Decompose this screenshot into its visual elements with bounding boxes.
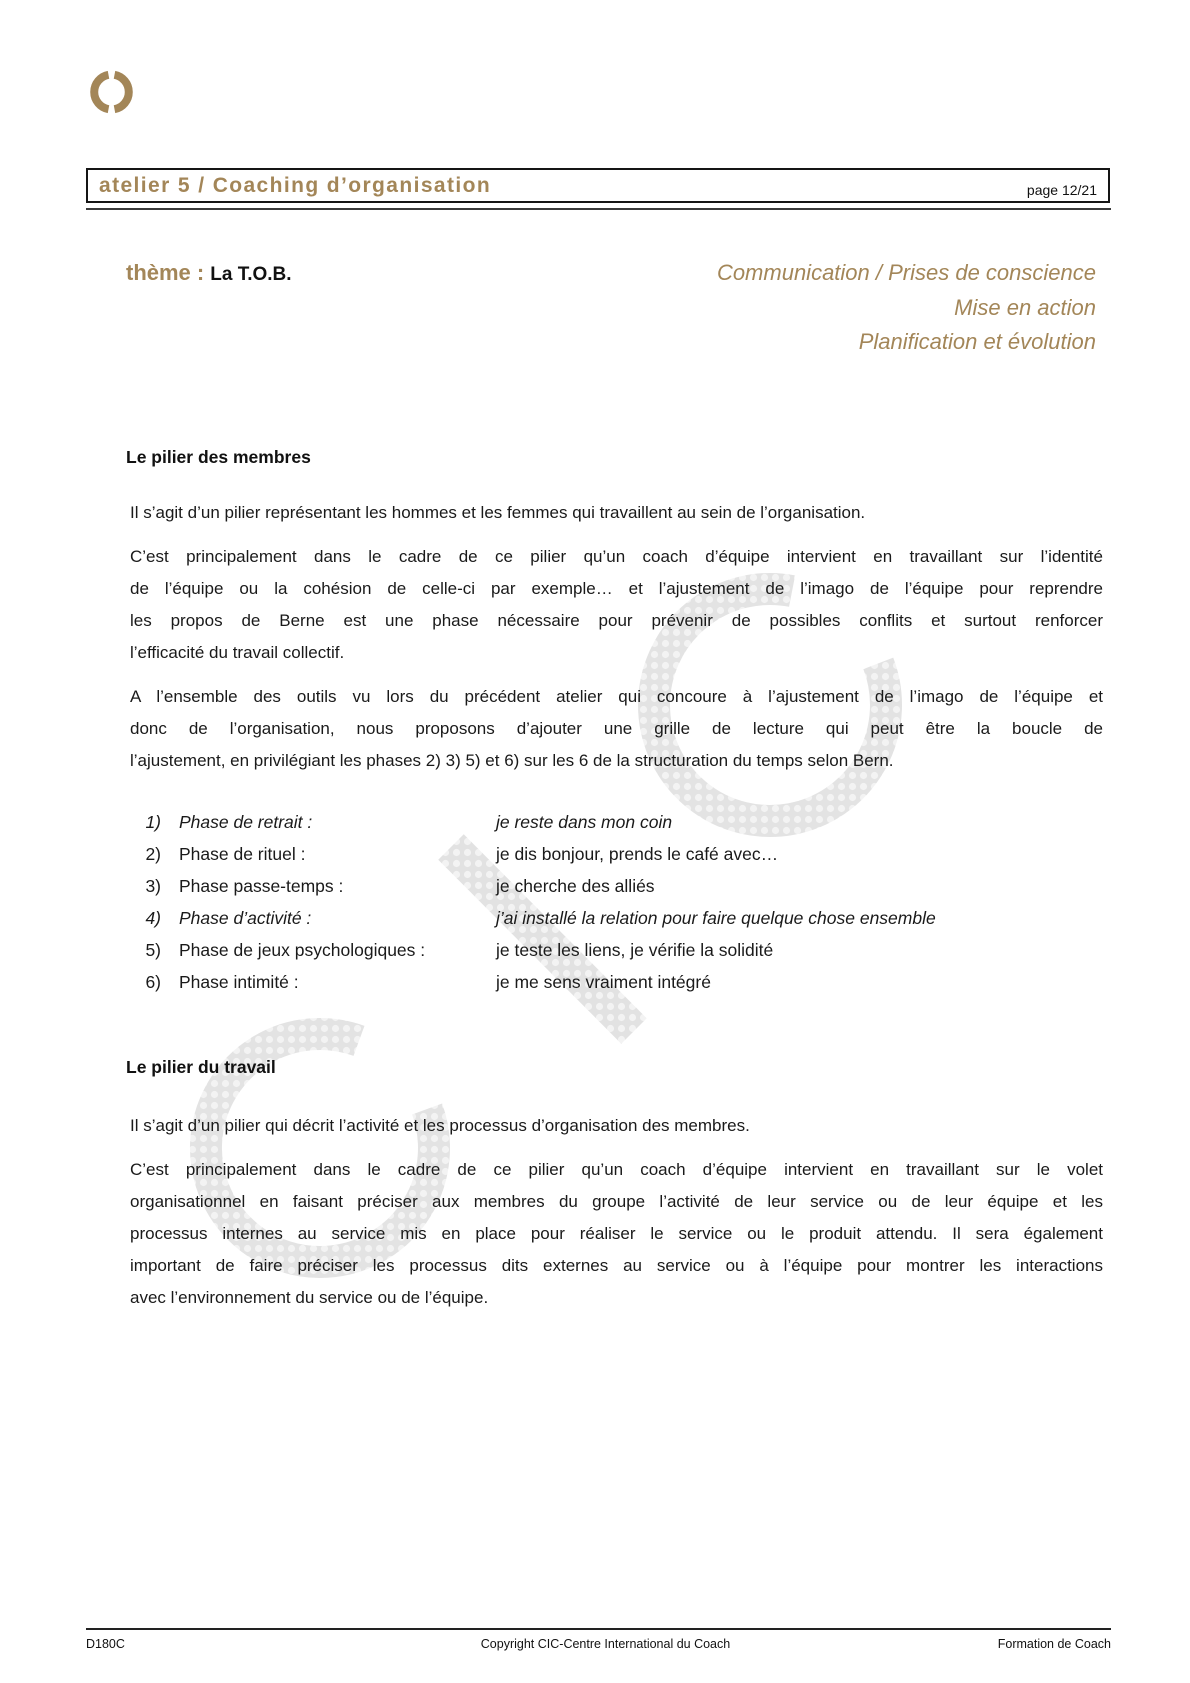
phase-number: 2)	[145, 844, 161, 864]
phase-description: je dis bonjour, prends le café avec…	[496, 844, 779, 864]
header-box	[86, 168, 1110, 203]
paragraph-line: donc de l’organisation, nous proposons d’ajouter une grille de lecture qui peut être la boucle de	[130, 719, 1103, 738]
document-title: atelier 5 / Coaching d’organisation	[99, 174, 492, 197]
phase-label: Phase de rituel :	[179, 844, 306, 864]
paragraph-line: de l’équipe ou la cohésion de celle-ci par exemple… et l’ajustement de l’imago de l’équipe pour reprendre	[130, 579, 1103, 598]
theme-tags	[717, 256, 1096, 360]
theme	[126, 256, 292, 293]
page-number: page 12/21	[1026, 182, 1097, 198]
paragraph-line: l’ajustement, en privilégiant les phases 2) 3) 5) et 6) sur les 6 de la structuration du temps selon Bern.	[130, 751, 894, 770]
paragraph-line: processus internes au service mis en place pour réaliser le service ou le produit attendu. Il sera également	[130, 1224, 1103, 1243]
phase-number: 4)	[145, 908, 161, 928]
paragraph-line: A l’ensemble des outils vu lors du précédent atelier qui concoure à l’ajustement de l’imago de l’équipe et	[130, 687, 1103, 706]
phase-number: 5)	[145, 940, 161, 960]
phase-description: je me sens vraiment intégré	[496, 972, 711, 992]
phase-number: 6)	[145, 972, 161, 992]
paragraph-line: Il s’agit d’un pilier qui décrit l’activité et les processus d’organisation des membres.	[130, 1116, 750, 1135]
section-heading-membres: Le pilier des membres	[126, 447, 311, 467]
list-item	[130, 902, 1110, 934]
phase-label: Phase intimité :	[179, 972, 299, 992]
list-item	[130, 966, 1110, 998]
theme-tag: Communication / Prises de conscience	[716, 260, 1096, 285]
section-heading-travail: Le pilier du travail	[126, 1057, 276, 1077]
phase-label: Phase d’activité :	[179, 908, 312, 928]
paragraph-line: C’est principalement dans le cadre de ce pilier qu’un coach d’équipe intervient en travaillant sur l’identité	[130, 547, 1103, 566]
phase-label: Phase de jeux psychologiques :	[179, 940, 426, 960]
paragraph	[130, 541, 1103, 669]
paragraph	[130, 1154, 1103, 1314]
paragraph-line: important de faire préciser les processus dits externes au service ou à l’équipe pour montrer les interactions	[130, 1256, 1103, 1275]
phase-description: je cherche des alliés	[496, 876, 655, 896]
phase-description: je teste les liens, je vérifie la solidité	[496, 940, 774, 960]
phase-label: Phase passe-temps :	[179, 876, 344, 896]
phase-number: 3)	[145, 876, 161, 896]
paragraph	[130, 681, 1103, 777]
paragraph-line: l’efficacité du travail collectif.	[130, 643, 345, 662]
paragraph-line: C’est principalement dans le cadre de ce pilier qu’un coach d’équipe intervient en travaillant sur le volet	[130, 1160, 1103, 1179]
footer-course-name: Formation de Coach	[997, 1637, 1111, 1651]
theme-tag: Planification et évolution	[858, 329, 1096, 354]
cic-logo-icon	[84, 66, 140, 120]
paragraph	[130, 1110, 1103, 1142]
phase-description: j’ai installé la relation pour faire quelque chose ensemble	[496, 908, 936, 928]
footer	[86, 1636, 1111, 1654]
header-divider	[86, 208, 1111, 210]
list-item	[130, 838, 1110, 870]
copyright: Copyright CIC-Centre International du Coach	[480, 1637, 731, 1651]
paragraph-line: Il s’agit d’un pilier représentant les hommes et les femmes qui travaillent au sein de l’organisation.	[130, 503, 866, 522]
list-item	[130, 934, 1110, 966]
phases-list	[130, 806, 1110, 998]
list-item	[130, 806, 1110, 838]
paragraph	[130, 497, 1103, 529]
document-code: D180C	[86, 1637, 125, 1651]
footer-divider	[86, 1628, 1111, 1630]
phase-label: Phase de retrait :	[179, 812, 313, 832]
theme-label: thème :	[126, 260, 205, 285]
paragraph-line: avec l’environnement du service ou de l’équipe.	[130, 1288, 489, 1307]
phase-description: je reste dans mon coin	[496, 812, 673, 832]
phase-number: 1)	[145, 812, 161, 832]
theme-value: La T.O.B.	[210, 264, 292, 285]
paragraph-line: organisationnel en faisant préciser aux membres du groupe l’activité de leur service ou de leur équipe et les	[130, 1192, 1103, 1211]
theme-tag: Mise en action	[954, 294, 1096, 320]
paragraph-line: les propos de Berne est une phase nécessaire pour prévenir de possibles conflits et surtout renforcer	[130, 611, 1103, 630]
list-item	[130, 870, 1110, 902]
